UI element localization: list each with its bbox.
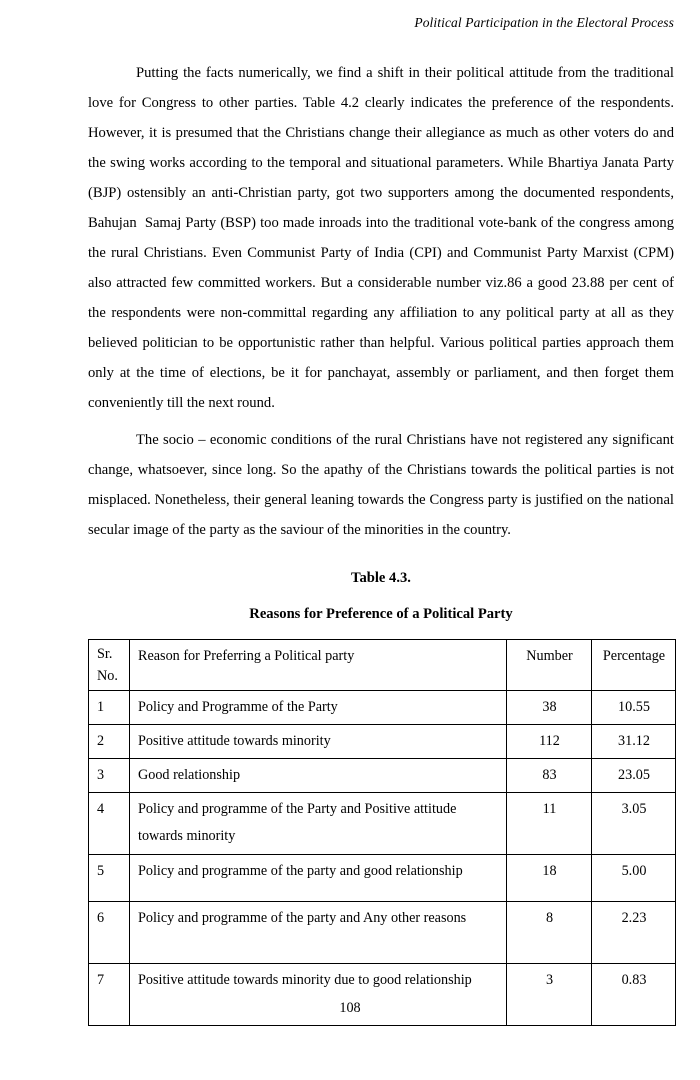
table-row [89, 902, 676, 964]
header-cell-reason: Reason for Preferring a Political party [130, 640, 507, 691]
cell-number: 38 [507, 691, 592, 725]
table-header-row [89, 640, 676, 691]
cell-sr: 4 [89, 793, 130, 855]
reasons-table [88, 639, 676, 1026]
header-cell-percentage: Percentage [592, 640, 676, 691]
cell-percentage: 5.00 [592, 855, 676, 902]
cell-percentage: 10.55 [592, 691, 676, 725]
cell-number: 18 [507, 855, 592, 902]
cell-reason: Policy and programme of the party and good relationship [130, 855, 507, 902]
table-caption-title: Reasons for Preference of a Political Party [249, 606, 513, 622]
cell-sr: 3 [89, 759, 130, 793]
header-sr-line-1: Sr. [97, 646, 113, 662]
table-row [89, 759, 676, 793]
table-row [89, 855, 676, 902]
cell-number: 83 [507, 759, 592, 793]
cell-sr: 2 [89, 725, 130, 759]
table-row [89, 725, 676, 759]
header-sr-line-2: No. [97, 668, 118, 684]
header-cell-sr-no [89, 640, 130, 691]
cell-reason: Positive attitude towards minority due to good relationship [130, 964, 507, 1026]
cell-sr: 5 [89, 855, 130, 902]
cell-sr: 1 [89, 691, 130, 725]
cell-sr: 7 [89, 964, 130, 1026]
cell-percentage: 0.83 [592, 964, 676, 1026]
cell-number: 112 [507, 725, 592, 759]
header-cell-number: Number [507, 640, 592, 691]
table-caption-number: Table 4.3. [351, 570, 411, 586]
paragraph-1: Putting the facts numerically, we find a shift in their political attitude from the traditional love for Congress to other parties. Table 4.2 clearly indicates the preference of the respondents. However, it is presumed that the Christians change their allegiance as much as other voters do and the swing works according to the temporal and situational parameters. While Bhartiya Janata Party (BJP) ostensibly an anti-Christian party, got two supporters among the documented respondents, Bahujan Samaj Party (BSP) too made inroads into the traditional vote-bank of the congress among the rural Christians. Even Communist Party of India (CPI) and Communist Party Marxist (CPM) also attracted few committed workers. But a considerable number viz.86 a good 23.88 per cent of the respondents were non-committal regarding any affiliation to any political party at all as they believed politician to be opportunistic rather than helpful. Various political parties approach them only at the time of elections, be it for panchayat, assembly or parliament, and then forget them conveniently till the next round. [88, 65, 678, 411]
running-header: Political Participation in the Electoral Process [414, 15, 674, 30]
cell-reason: Policy and programme of the Party and Positive attitude towards minority [130, 793, 507, 855]
cell-sr: 6 [89, 902, 130, 964]
cell-number: 3 [507, 964, 592, 1026]
cell-reason: Policy and programme of the party and Any other reasons [130, 902, 507, 964]
table-row [89, 691, 676, 725]
cell-reason: Policy and Programme of the Party [130, 691, 507, 725]
table-row [89, 793, 676, 855]
body-content [88, 58, 678, 545]
page-number: 108 [339, 1000, 361, 1016]
cell-reason: Good relationship [130, 759, 507, 793]
cell-percentage: 23.05 [592, 759, 676, 793]
paragraph-2: The socio – economic conditions of the rural Christians have not registered any significant change, whatsoever, since long. So the apathy of the Christians towards the political parties is not misplaced. Nonetheless, their general leaning towards the Congress party is justified on the national secular image of the party as the saviour of the minorities in the country. [88, 432, 678, 538]
cell-percentage: 31.12 [592, 725, 676, 759]
cell-percentage: 3.05 [592, 793, 676, 855]
cell-reason: Positive attitude towards minority [130, 725, 507, 759]
cell-number: 8 [507, 902, 592, 964]
cell-number: 11 [507, 793, 592, 855]
table-container [88, 639, 675, 1026]
cell-percentage: 2.23 [592, 902, 676, 964]
